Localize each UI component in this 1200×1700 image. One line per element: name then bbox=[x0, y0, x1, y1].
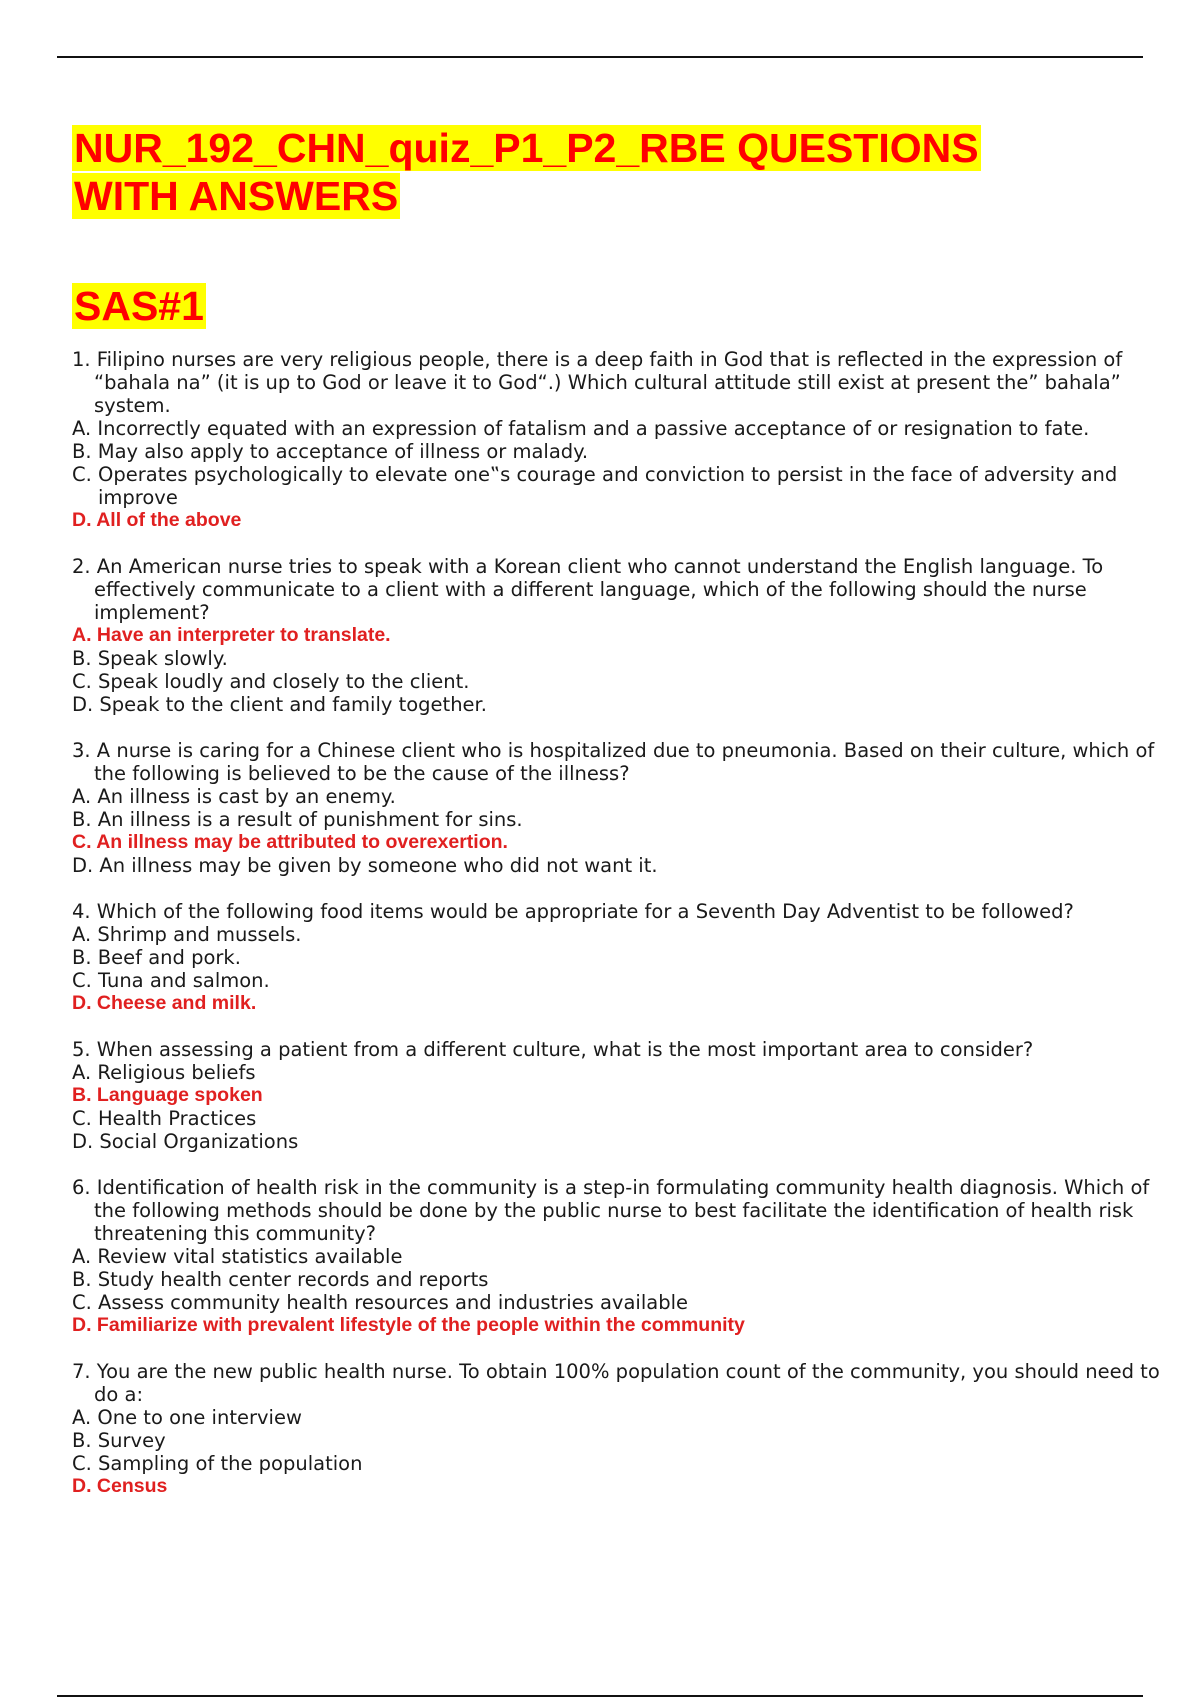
answer-option: B. Study health center records and reports bbox=[72, 1268, 489, 1291]
question-7 bbox=[72, 1360, 1182, 1498]
answer-option: C. Speak loudly and closely to the client. bbox=[72, 670, 470, 693]
answer-option: C. Operates psychologically to elevate one‟s courage and conviction to persist in the face of adversity and improve bbox=[72, 463, 1118, 509]
correct-answer-option: D. Census bbox=[72, 1475, 168, 1497]
correct-answer-option: A. Have an interpreter to translate. bbox=[72, 624, 391, 646]
answer-option: C. Sampling of the population bbox=[72, 1452, 363, 1475]
question-list bbox=[72, 348, 1182, 1498]
question-6 bbox=[72, 1176, 1182, 1337]
answer-option: A. Incorrectly equated with an expression of fatalism and a passive acceptance of or resignation to fate. bbox=[72, 417, 1090, 440]
answer-option: A. Shrimp and mussels. bbox=[72, 923, 302, 946]
document-title: NUR_192_CHN_quiz_P1_P2_RBE QUESTIONS WITH ANSWERS bbox=[74, 125, 979, 219]
answer-option: D. An illness may be given by someone who did not want it. bbox=[72, 854, 658, 877]
question-5 bbox=[72, 1038, 1182, 1153]
correct-answer-option: C. An illness may be attributed to overexertion. bbox=[72, 831, 508, 853]
answer-option: A. An illness is cast by an enemy. bbox=[72, 785, 396, 808]
answer-option: B. An illness is a result of punishment for sins. bbox=[72, 808, 523, 831]
answer-option: B. Beef and pork. bbox=[72, 946, 241, 969]
question-3 bbox=[72, 739, 1182, 877]
top-rule bbox=[57, 56, 1143, 58]
correct-answer-option: D. Familiarize with prevalent lifestyle of the people within the community bbox=[72, 1314, 745, 1336]
question-text: 5. When assessing a patient from a different culture, what is the most important area to consider? bbox=[72, 1038, 1034, 1061]
document-body bbox=[72, 124, 1182, 1521]
answer-option: C. Assess community health resources and industries available bbox=[72, 1291, 688, 1314]
answer-option: B. May also apply to acceptance of illness or malady. bbox=[72, 440, 589, 463]
bottom-rule bbox=[57, 1695, 1143, 1697]
question-text: 3. A nurse is caring for a Chinese client who is hospitalized due to pneumonia. Based on their culture, which of the following is believed to be the cause of the illness? bbox=[72, 739, 1155, 785]
answer-option: D. Social Organizations bbox=[72, 1130, 299, 1153]
section-heading-block bbox=[72, 282, 1182, 330]
question-2 bbox=[72, 555, 1182, 716]
answer-option: C. Tuna and salmon. bbox=[72, 969, 270, 992]
answer-option: B. Speak slowly. bbox=[72, 647, 228, 670]
question-1 bbox=[72, 348, 1182, 532]
question-text: 4. Which of the following food items would be appropriate for a Seventh Day Adventist to be followed? bbox=[72, 900, 1074, 923]
correct-answer-option: B. Language spoken bbox=[72, 1084, 263, 1106]
section-heading: SAS#1 bbox=[74, 283, 204, 329]
document-title-block bbox=[72, 124, 1082, 220]
answer-option: D. Speak to the client and family together. bbox=[72, 693, 487, 716]
answer-option: A. Review vital statistics available bbox=[72, 1245, 403, 1268]
question-text: 1. Filipino nurses are very religious people, there is a deep faith in God that is reflected in the expression of “bahala na” (it is up to God or leave it to God“.) Which cultural attitude still exist at present the” bahala” system. bbox=[72, 348, 1123, 417]
question-text: 7. You are the new public health nurse. To obtain 100% population count of the community, you should need to do a: bbox=[72, 1360, 1160, 1406]
question-text: 2. An American nurse tries to speak with a Korean client who cannot understand the English language. To effectively communicate to a client with a different language, which of the following should the nurse implement? bbox=[72, 555, 1104, 624]
answer-option: A. One to one interview bbox=[72, 1406, 302, 1429]
question-text: 6. Identification of health risk in the community is a step-in formulating community health diagnosis. Which of the following methods should be done by the public nurse to best facilitate the identification of health risk threatening this community? bbox=[72, 1176, 1150, 1245]
answer-option: C. Health Practices bbox=[72, 1107, 257, 1130]
correct-answer-option: D. Cheese and milk. bbox=[72, 992, 257, 1014]
question-4 bbox=[72, 900, 1182, 1015]
correct-answer-option: D. All of the above bbox=[72, 509, 242, 531]
answer-option: B. Survey bbox=[72, 1429, 166, 1452]
answer-option: A. Religious beliefs bbox=[72, 1061, 256, 1084]
